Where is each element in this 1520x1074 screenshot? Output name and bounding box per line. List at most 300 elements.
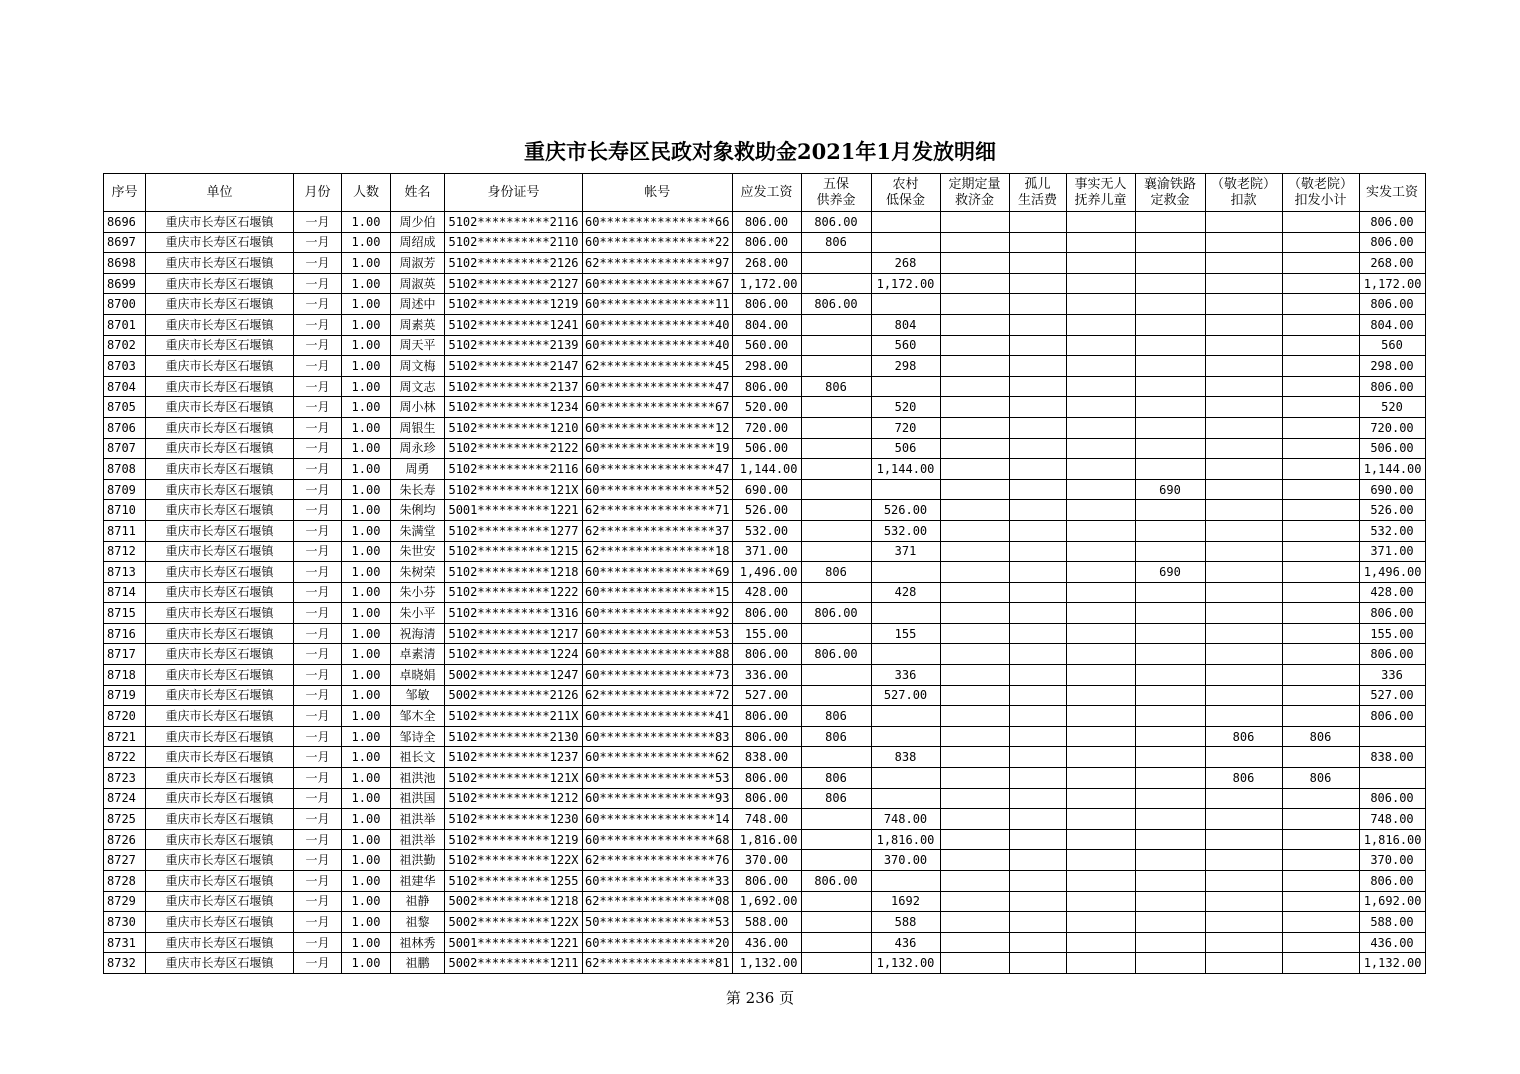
table-cell <box>1282 212 1359 233</box>
table-cell: 1.00 <box>342 232 391 253</box>
table-cell <box>1282 417 1359 438</box>
table-cell: 周银生 <box>391 417 445 438</box>
table-cell <box>1205 479 1282 500</box>
table-cell: 806.00 <box>732 706 801 727</box>
table-cell: 532.00 <box>1359 520 1425 541</box>
table-cell <box>940 747 1009 768</box>
table-cell <box>1282 891 1359 912</box>
table-cell <box>871 603 940 624</box>
table-cell <box>1009 479 1066 500</box>
table-cell <box>1282 644 1359 665</box>
table-cell: 720 <box>871 417 940 438</box>
table-cell: 60****************52 <box>583 479 733 500</box>
table-cell: 60****************67 <box>583 397 733 418</box>
table-cell <box>871 726 940 747</box>
table-cell: 邹敏 <box>391 685 445 706</box>
table-cell: 1.00 <box>342 582 391 603</box>
table-cell <box>1066 356 1135 377</box>
table-cell: 重庆市长寿区石堰镇 <box>146 644 294 665</box>
table-cell <box>1135 912 1205 933</box>
table-cell: 朱世安 <box>391 541 445 562</box>
table-cell: 1,132.00 <box>732 953 801 974</box>
table-cell: 1.00 <box>342 623 391 644</box>
table-cell: 60****************20 <box>583 932 733 953</box>
column-header: 五保 供养金 <box>801 174 871 212</box>
table-cell: 560.00 <box>732 335 801 356</box>
table-cell <box>1009 953 1066 974</box>
table-cell <box>940 850 1009 871</box>
table-cell <box>1282 438 1359 459</box>
table-cell: 60****************67 <box>583 273 733 294</box>
table-cell: 1.00 <box>342 417 391 438</box>
table-cell <box>1282 871 1359 892</box>
page-number: 第 236 页 <box>725 989 795 1007</box>
table-cell <box>1135 417 1205 438</box>
table-cell: 一月 <box>294 500 342 521</box>
table-row <box>104 212 1426 233</box>
table-cell <box>1282 582 1359 603</box>
table-cell <box>1282 685 1359 706</box>
table-cell: 428 <box>871 582 940 603</box>
table-cell <box>1282 273 1359 294</box>
table-cell <box>1135 726 1205 747</box>
table-cell: 1.00 <box>342 294 391 315</box>
table-cell <box>871 706 940 727</box>
table-cell: 一月 <box>294 685 342 706</box>
table-cell <box>940 376 1009 397</box>
table-cell: 60****************22 <box>583 232 733 253</box>
table-cell <box>1205 459 1282 480</box>
table-cell <box>1282 809 1359 830</box>
table-cell: 806.00 <box>732 726 801 747</box>
table-cell <box>801 479 871 500</box>
table-cell: 5102**********2116 <box>445 459 583 480</box>
table-cell: 8703 <box>104 356 146 377</box>
table-cell: 690.00 <box>732 479 801 500</box>
table-cell: 5102**********211X <box>445 706 583 727</box>
column-header: 身份证号 <box>445 174 583 212</box>
table-cell: 一月 <box>294 871 342 892</box>
table-cell: 268.00 <box>1359 253 1425 274</box>
table-cell <box>1009 356 1066 377</box>
table-cell <box>1282 850 1359 871</box>
table-cell: 62****************81 <box>583 953 733 974</box>
table-cell: 8697 <box>104 232 146 253</box>
table-cell <box>1135 809 1205 830</box>
table-cell: 8700 <box>104 294 146 315</box>
column-header: 姓名 <box>391 174 445 212</box>
table-row <box>104 788 1426 809</box>
table-cell <box>1066 335 1135 356</box>
table-cell: 60****************68 <box>583 829 733 850</box>
table-cell: 祖林秀 <box>391 932 445 953</box>
table-cell: 1,132.00 <box>871 953 940 974</box>
table-cell <box>801 829 871 850</box>
table-cell <box>871 294 940 315</box>
table-cell: 60****************15 <box>583 582 733 603</box>
table-cell: 祖长文 <box>391 747 445 768</box>
table-cell: 520.00 <box>732 397 801 418</box>
table-cell <box>1009 747 1066 768</box>
table-cell <box>940 459 1009 480</box>
table-cell: 重庆市长寿区石堰镇 <box>146 273 294 294</box>
table-cell: 5102**********1219 <box>445 829 583 850</box>
column-header: 帐号 <box>583 174 733 212</box>
table-cell <box>1135 397 1205 418</box>
table-cell: 5001**********1221 <box>445 500 583 521</box>
table-cell <box>1135 891 1205 912</box>
table-row <box>104 912 1426 933</box>
table-cell: 朱满堂 <box>391 520 445 541</box>
table-cell: 5102**********1217 <box>445 623 583 644</box>
table-cell: 155 <box>871 623 940 644</box>
table-cell <box>1205 294 1282 315</box>
table-cell <box>1359 726 1425 747</box>
table-cell: 周少伯 <box>391 212 445 233</box>
table-cell <box>1009 294 1066 315</box>
table-cell <box>1205 520 1282 541</box>
table-cell <box>801 314 871 335</box>
table-cell: 一月 <box>294 335 342 356</box>
table-cell <box>1009 500 1066 521</box>
table-cell <box>1066 768 1135 789</box>
table-cell <box>1066 376 1135 397</box>
table-cell <box>1282 335 1359 356</box>
table-cell <box>1066 520 1135 541</box>
table-cell <box>801 397 871 418</box>
table-cell <box>801 417 871 438</box>
table-row <box>104 726 1426 747</box>
table-cell: 748.00 <box>732 809 801 830</box>
table-cell: 祖黎 <box>391 912 445 933</box>
table-cell <box>1205 871 1282 892</box>
table-cell <box>801 541 871 562</box>
table-cell: 一月 <box>294 459 342 480</box>
table-cell <box>1066 665 1135 686</box>
table-cell <box>1135 829 1205 850</box>
table-cell: 朱树荣 <box>391 562 445 583</box>
table-cell: 5102**********1230 <box>445 809 583 830</box>
table-cell: 重庆市长寿区石堰镇 <box>146 520 294 541</box>
table-cell <box>1205 850 1282 871</box>
table-cell: 1.00 <box>342 726 391 747</box>
table-cell: 806.00 <box>1359 603 1425 624</box>
table-cell <box>801 582 871 603</box>
table-cell: 周勇 <box>391 459 445 480</box>
table-cell <box>940 438 1009 459</box>
table-cell: 60****************40 <box>583 314 733 335</box>
table-cell: 周天平 <box>391 335 445 356</box>
table-cell: 一月 <box>294 294 342 315</box>
table-cell: 祖洪举 <box>391 829 445 850</box>
table-row <box>104 603 1426 624</box>
table-cell: 1,144.00 <box>1359 459 1425 480</box>
table-cell: 806.00 <box>732 603 801 624</box>
table-cell: 一月 <box>294 706 342 727</box>
table-cell: 8709 <box>104 479 146 500</box>
table-cell: 506.00 <box>732 438 801 459</box>
table-cell: 5102**********121X <box>445 479 583 500</box>
table-cell: 祖洪池 <box>391 768 445 789</box>
table-cell: 62****************18 <box>583 541 733 562</box>
table-cell: 838 <box>871 747 940 768</box>
table-cell: 8696 <box>104 212 146 233</box>
table-cell: 5102**********1212 <box>445 788 583 809</box>
table-cell: 8727 <box>104 850 146 871</box>
table-cell: 重庆市长寿区石堰镇 <box>146 294 294 315</box>
table-cell: 一月 <box>294 623 342 644</box>
table-cell: 5102**********121X <box>445 768 583 789</box>
table-cell: 1.00 <box>342 479 391 500</box>
table-cell <box>1009 829 1066 850</box>
table-cell <box>1282 706 1359 727</box>
table-cell <box>1282 376 1359 397</box>
table-cell: 8722 <box>104 747 146 768</box>
table-cell: 806.00 <box>732 768 801 789</box>
table-cell: 1,172.00 <box>732 273 801 294</box>
table-cell <box>1066 644 1135 665</box>
table-cell: 周绍成 <box>391 232 445 253</box>
table-cell: 60****************47 <box>583 459 733 480</box>
table-cell: 8731 <box>104 932 146 953</box>
table-cell <box>940 665 1009 686</box>
table-cell: 62****************76 <box>583 850 733 871</box>
table-cell: 1.00 <box>342 953 391 974</box>
table-cell: 1.00 <box>342 520 391 541</box>
table-cell: 一月 <box>294 253 342 274</box>
table-cell <box>1135 768 1205 789</box>
table-row <box>104 356 1426 377</box>
table-cell: 重庆市长寿区石堰镇 <box>146 912 294 933</box>
table-cell <box>1135 706 1205 727</box>
table-cell: 8716 <box>104 623 146 644</box>
table-cell: 重庆市长寿区石堰镇 <box>146 541 294 562</box>
table-cell: 60****************12 <box>583 417 733 438</box>
table-cell: 1.00 <box>342 912 391 933</box>
table-cell <box>1009 706 1066 727</box>
table-cell: 1.00 <box>342 376 391 397</box>
table-cell: 60****************14 <box>583 809 733 830</box>
table-cell: 1,132.00 <box>1359 953 1425 974</box>
table-cell <box>871 232 940 253</box>
table-cell <box>801 953 871 974</box>
table-cell <box>1205 562 1282 583</box>
table-cell <box>1066 809 1135 830</box>
table-cell: 268 <box>871 253 940 274</box>
table-cell: 60****************93 <box>583 788 733 809</box>
table-cell: 1,496.00 <box>1359 562 1425 583</box>
table-cell: 5102**********1277 <box>445 520 583 541</box>
table-cell: 5001**********1221 <box>445 932 583 953</box>
table-cell: 806.00 <box>1359 788 1425 809</box>
table-cell: 邹木全 <box>391 706 445 727</box>
table-cell: 806.00 <box>1359 871 1425 892</box>
table-cell: 1.00 <box>342 603 391 624</box>
table-cell <box>1009 212 1066 233</box>
table-cell <box>1066 685 1135 706</box>
table-cell <box>1009 459 1066 480</box>
table-cell: 506.00 <box>1359 438 1425 459</box>
table-cell <box>940 273 1009 294</box>
table-cell: 一月 <box>294 541 342 562</box>
table-cell: 周永珍 <box>391 438 445 459</box>
table-cell <box>940 912 1009 933</box>
table-cell <box>1205 747 1282 768</box>
table-cell <box>1135 685 1205 706</box>
table-cell: 804 <box>871 314 940 335</box>
table-cell: 560 <box>871 335 940 356</box>
table-row <box>104 459 1426 480</box>
table-cell: 8710 <box>104 500 146 521</box>
table-cell: 周淑英 <box>391 273 445 294</box>
table-cell <box>1066 541 1135 562</box>
table-cell <box>801 850 871 871</box>
table-cell <box>940 953 1009 974</box>
table-cell <box>1282 520 1359 541</box>
table-cell <box>1135 232 1205 253</box>
table-cell <box>1205 253 1282 274</box>
table-cell: 1.00 <box>342 768 391 789</box>
table-cell <box>1205 891 1282 912</box>
table-row <box>104 932 1426 953</box>
table-cell: 1,172.00 <box>1359 273 1425 294</box>
table-cell <box>1282 665 1359 686</box>
table-cell: 重庆市长寿区石堰镇 <box>146 768 294 789</box>
table-cell: 一月 <box>294 747 342 768</box>
table-cell: 62****************97 <box>583 253 733 274</box>
table-cell <box>1009 253 1066 274</box>
table-cell: 重庆市长寿区石堰镇 <box>146 376 294 397</box>
table-cell <box>801 335 871 356</box>
table-cell <box>1066 417 1135 438</box>
table-cell: 重庆市长寿区石堰镇 <box>146 953 294 974</box>
table-cell: 370.00 <box>871 850 940 871</box>
table-cell <box>1009 788 1066 809</box>
table-cell: 5102**********1234 <box>445 397 583 418</box>
table-cell <box>1205 335 1282 356</box>
table-cell: 8712 <box>104 541 146 562</box>
table-cell <box>871 768 940 789</box>
table-cell: 371.00 <box>732 541 801 562</box>
table-cell <box>1205 665 1282 686</box>
table-cell: 一月 <box>294 417 342 438</box>
table-cell <box>1066 891 1135 912</box>
table-cell <box>1135 500 1205 521</box>
table-cell: 8732 <box>104 953 146 974</box>
table-cell: 560 <box>1359 335 1425 356</box>
table-cell: 5102**********2127 <box>445 273 583 294</box>
table-cell: 重庆市长寿区石堰镇 <box>146 623 294 644</box>
table-cell: 806.00 <box>732 788 801 809</box>
table-cell: 371 <box>871 541 940 562</box>
table-cell: 1.00 <box>342 438 391 459</box>
table-cell: 588 <box>871 912 940 933</box>
table-cell: 一月 <box>294 356 342 377</box>
table-cell: 周述中 <box>391 294 445 315</box>
table-cell: 一月 <box>294 273 342 294</box>
table-row <box>104 335 1426 356</box>
table-cell: 804.00 <box>732 314 801 335</box>
table-cell <box>1205 932 1282 953</box>
table-cell <box>1205 603 1282 624</box>
table-cell <box>1066 953 1135 974</box>
table-cell: 298.00 <box>1359 356 1425 377</box>
table-cell <box>1359 768 1425 789</box>
table-cell <box>940 335 1009 356</box>
table-row <box>104 562 1426 583</box>
table-cell: 8718 <box>104 665 146 686</box>
table-cell <box>1205 376 1282 397</box>
column-header: 孤儿 生活费 <box>1009 174 1066 212</box>
table-cell: 520 <box>871 397 940 418</box>
table-cell <box>1135 871 1205 892</box>
table-cell: 690 <box>1135 562 1205 583</box>
table-cell <box>940 582 1009 603</box>
table-cell <box>1066 788 1135 809</box>
table-cell <box>1066 232 1135 253</box>
table-cell: 祖建华 <box>391 871 445 892</box>
table-cell <box>1135 953 1205 974</box>
table-row <box>104 685 1426 706</box>
table-cell <box>801 685 871 706</box>
table-cell <box>1066 726 1135 747</box>
table-cell <box>1009 912 1066 933</box>
table-cell <box>801 356 871 377</box>
table-cell <box>801 500 871 521</box>
table-cell: 370.00 <box>1359 850 1425 871</box>
table-cell: 8702 <box>104 335 146 356</box>
table-cell: 1.00 <box>342 541 391 562</box>
table-cell <box>1066 850 1135 871</box>
table-cell <box>1135 376 1205 397</box>
table-cell <box>1009 850 1066 871</box>
table-cell: 重庆市长寿区石堰镇 <box>146 603 294 624</box>
table-cell: 卓晓娟 <box>391 665 445 686</box>
table-cell: 5102**********1218 <box>445 562 583 583</box>
table-cell <box>1009 685 1066 706</box>
table-cell: 一月 <box>294 912 342 933</box>
table-cell: 5002**********1211 <box>445 953 583 974</box>
table-cell <box>1009 397 1066 418</box>
table-cell: 806.00 <box>1359 644 1425 665</box>
table-cell: 5102**********2110 <box>445 232 583 253</box>
table-cell: 806 <box>801 788 871 809</box>
table-cell: 5102**********1210 <box>445 417 583 438</box>
table-cell <box>1135 623 1205 644</box>
table-cell <box>1282 623 1359 644</box>
table-cell: 806.00 <box>1359 232 1425 253</box>
table-cell <box>1066 459 1135 480</box>
table-cell: 卓素清 <box>391 644 445 665</box>
table-cell: 588.00 <box>1359 912 1425 933</box>
table-cell: 1.00 <box>342 314 391 335</box>
table-cell <box>940 644 1009 665</box>
table-cell: 5102**********1316 <box>445 603 583 624</box>
table-cell: 8715 <box>104 603 146 624</box>
page-title: 重庆市长寿区民政对象救助金2021年1月发放明细 <box>523 139 997 164</box>
table-cell: 806.00 <box>732 212 801 233</box>
table-cell: 690 <box>1135 479 1205 500</box>
table-cell: 804.00 <box>1359 314 1425 335</box>
table-cell: 806 <box>801 706 871 727</box>
table-cell <box>1205 788 1282 809</box>
table-cell: 8713 <box>104 562 146 583</box>
column-header: 月份 <box>294 174 342 212</box>
table-cell: 重庆市长寿区石堰镇 <box>146 335 294 356</box>
table-cell: 周小林 <box>391 397 445 418</box>
table-cell: 5102**********2122 <box>445 438 583 459</box>
table-cell: 一月 <box>294 520 342 541</box>
